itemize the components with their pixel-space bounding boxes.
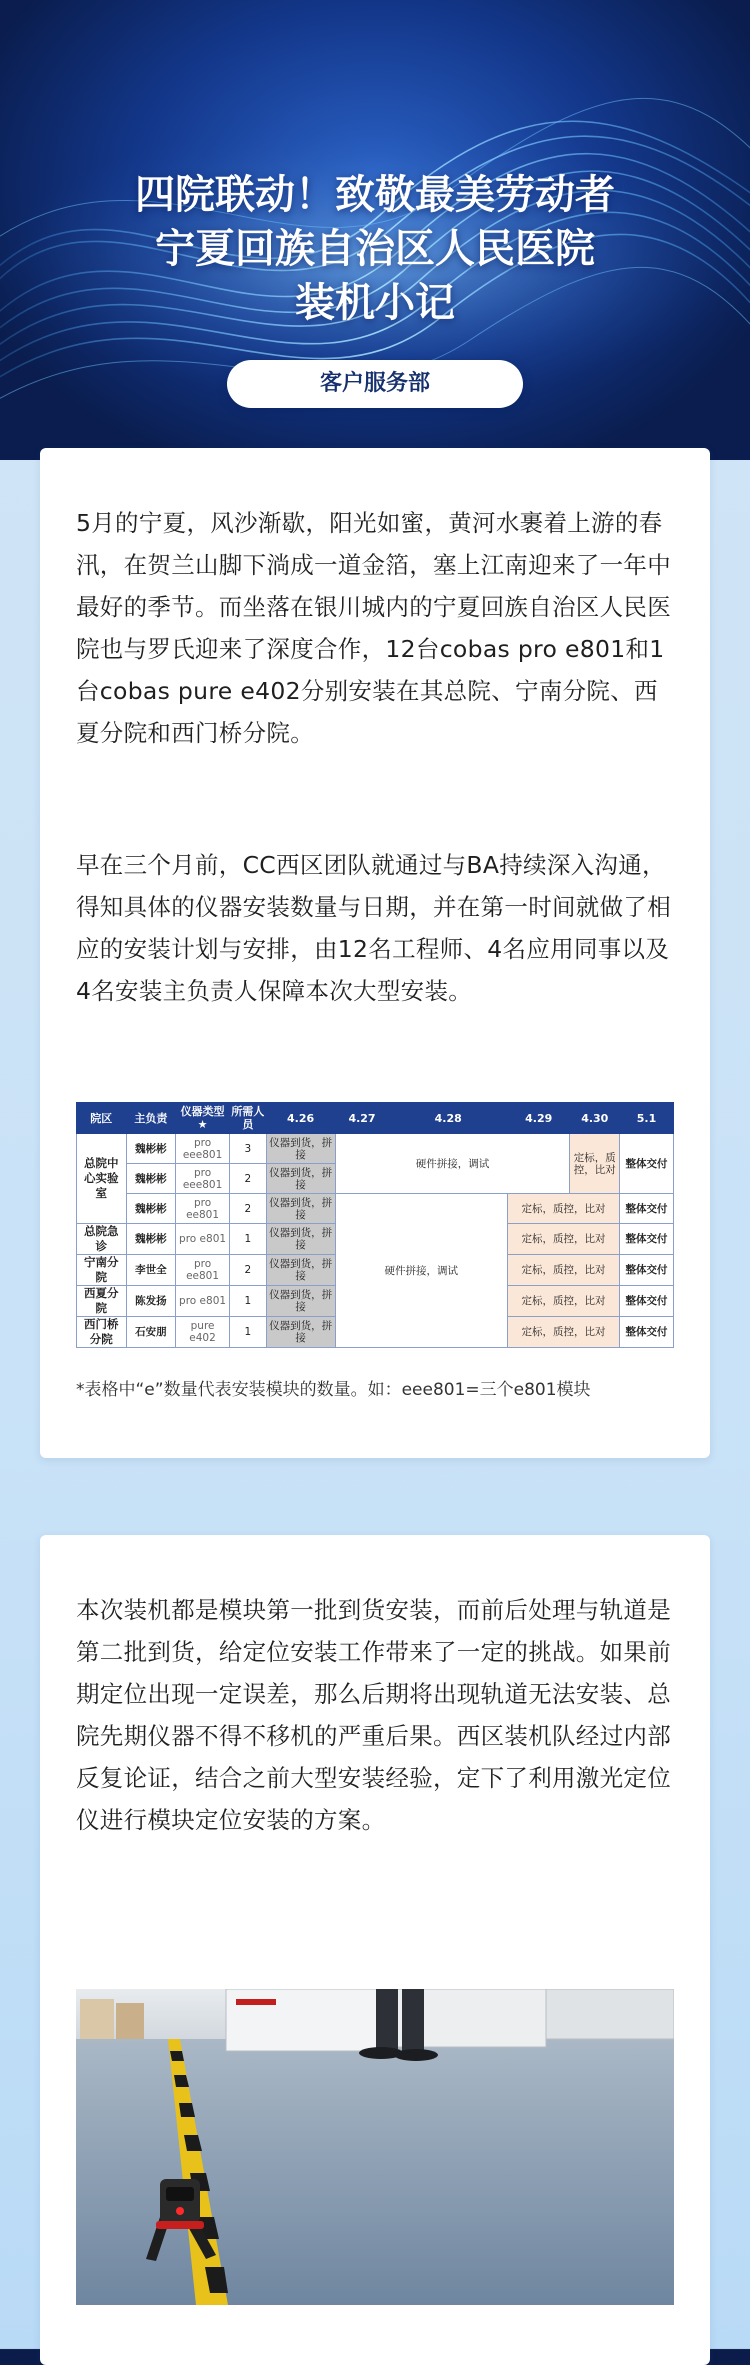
challenge-paragraph: 本次装机都是模块第一批到货安装，而前后处理与轨道是第二批到货，给定位安装工作带来了一定的挑战。如果前期定位出现一定误差，那么后期将出现轨道无法安装、总院先期仪器不得不移机的严重后果。西区装机队经过内部反复论证，结合之前大型安装经验，定下了利用激光定位仪进行模块定位安装的方案。 (76, 1596, 671, 1834)
header-owner: 主负责 (126, 1103, 176, 1134)
header-date-427: 4.27 (335, 1103, 389, 1134)
owner-cell: 李世全 (126, 1255, 176, 1286)
delivery-cell: 整体交付 (620, 1134, 674, 1194)
calibration-cell: 定标，质控，比对 (507, 1224, 619, 1255)
model-cell: pure e402 (176, 1317, 230, 1348)
delivery-cell: 整体交付 (620, 1194, 674, 1224)
hardware-debug-cell-2: 硬件拼接，调试 (335, 1194, 507, 1348)
model-cell: pro ee801 (176, 1194, 230, 1224)
staff-count-cell: 1 (230, 1224, 267, 1255)
model-cell: pro ee801 (176, 1255, 230, 1286)
staff-count-cell: 1 (230, 1317, 267, 1348)
hero-title-line-1: 四院联动！致敬最美劳动者 (135, 172, 615, 218)
header-date-429: 4.29 (507, 1103, 570, 1134)
model-cell: pro e801 (176, 1286, 230, 1317)
header-staff: 所需人员 (230, 1103, 267, 1134)
hero-title-line-2: 宁夏回族自治区人民医院 (155, 226, 595, 272)
hospital-ximenqiao: 西门桥分院 (77, 1317, 127, 1348)
hospital-ningnan: 宁南分院 (77, 1255, 127, 1286)
staff-count-cell: 2 (230, 1255, 267, 1286)
calibration-cell: 定标，质控，比对 (507, 1194, 619, 1224)
staff-count-cell: 2 (230, 1164, 267, 1194)
arrival-cell: 仪器到货，拼接 (266, 1134, 335, 1164)
table-row (77, 1134, 674, 1164)
owner-cell: 石安朋 (126, 1317, 176, 1348)
model-cell: pro eee801 (176, 1164, 230, 1194)
hero-title-line-3: 装机小记 (295, 280, 455, 326)
delivery-cell: 整体交付 (620, 1286, 674, 1317)
header-date-428: 4.28 (389, 1103, 508, 1134)
table-header-row (77, 1103, 674, 1134)
hospital-main-emergency: 总院急诊 (77, 1224, 127, 1255)
hero-banner (0, 0, 750, 460)
header-hospital: 院区 (77, 1103, 127, 1134)
arrival-cell: 仪器到货，拼接 (266, 1194, 335, 1224)
delivery-cell: 整体交付 (620, 1224, 674, 1255)
staff-count-cell: 3 (230, 1134, 267, 1164)
owner-cell: 魏彬彬 (126, 1134, 176, 1164)
header-date-430: 4.30 (570, 1103, 620, 1134)
delivery-cell: 整体交付 (620, 1255, 674, 1286)
arrival-cell: 仪器到货，拼接 (266, 1286, 335, 1317)
staff-count-cell: 1 (230, 1286, 267, 1317)
hospital-xixia: 西夏分院 (77, 1286, 127, 1317)
staff-count-cell: 2 (230, 1194, 267, 1224)
owner-cell: 魏彬彬 (126, 1224, 176, 1255)
intro-card (40, 448, 710, 1458)
challenge-card (40, 1535, 710, 2365)
owner-cell: 魏彬彬 (126, 1194, 176, 1224)
table-row (77, 1194, 674, 1224)
model-cell: pro eee801 (176, 1134, 230, 1164)
hardware-debug-cell: 硬件拼接，调试 (335, 1134, 570, 1194)
header-date-426: 4.26 (266, 1103, 335, 1134)
calibration-cell: 定标，质控，比对 (570, 1134, 620, 1194)
table-footnote: *表格中“e”数量代表安装模块的数量。如：eee801=三个e801模块 (76, 1380, 591, 1400)
intro-paragraph-2: 早在三个月前，CC西区团队就通过与BA持续深入沟通，得知具体的仪器安装数量与日期，并在第一时间就做了相应的安装计划与安排，由12名工程师、4名应用同事以及4名安装主负责人保障本次大型安装。 (76, 851, 671, 1005)
laser-level-photo-graphic (76, 1989, 674, 2305)
department-badge: 客户服务部 (227, 360, 523, 408)
laser-level-photo (76, 1989, 674, 2305)
intro-paragraph-1: 5月的宁夏，风沙渐歇，阳光如蜜，黄河水裹着上游的春汛，在贺兰山脚下淌成一道金箔，塞上江南迎来了一年中最好的季节。而坐落在银川城内的宁夏回族自治区人民医院也与罗氏迎来了深度合作，12台cobas pro e801和1台cobas pure e402分别安装在其总院、宁南分院、西夏分院和西门桥分院。 (76, 509, 671, 747)
hero-title (0, 168, 750, 330)
model-cell: pro e801 (176, 1224, 230, 1255)
arrival-cell: 仪器到货，拼接 (266, 1164, 335, 1194)
header-model: 仪器类型★ (176, 1103, 230, 1134)
owner-cell: 魏彬彬 (126, 1164, 176, 1194)
calibration-cell: 定标，质控，比对 (507, 1255, 619, 1286)
arrival-cell: 仪器到货，拼接 (266, 1224, 335, 1255)
calibration-cell: 定标，质控，比对 (507, 1286, 619, 1317)
owner-cell: 陈发扬 (126, 1286, 176, 1317)
calibration-cell: 定标，质控，比对 (507, 1317, 619, 1348)
install-schedule-table (76, 1102, 674, 1348)
hospital-main-lab: 总院中心实验室 (77, 1134, 127, 1224)
arrival-cell: 仪器到货，拼接 (266, 1317, 335, 1348)
arrival-cell: 仪器到货，拼接 (266, 1255, 335, 1286)
delivery-cell: 整体交付 (620, 1317, 674, 1348)
header-date-51: 5.1 (620, 1103, 674, 1134)
